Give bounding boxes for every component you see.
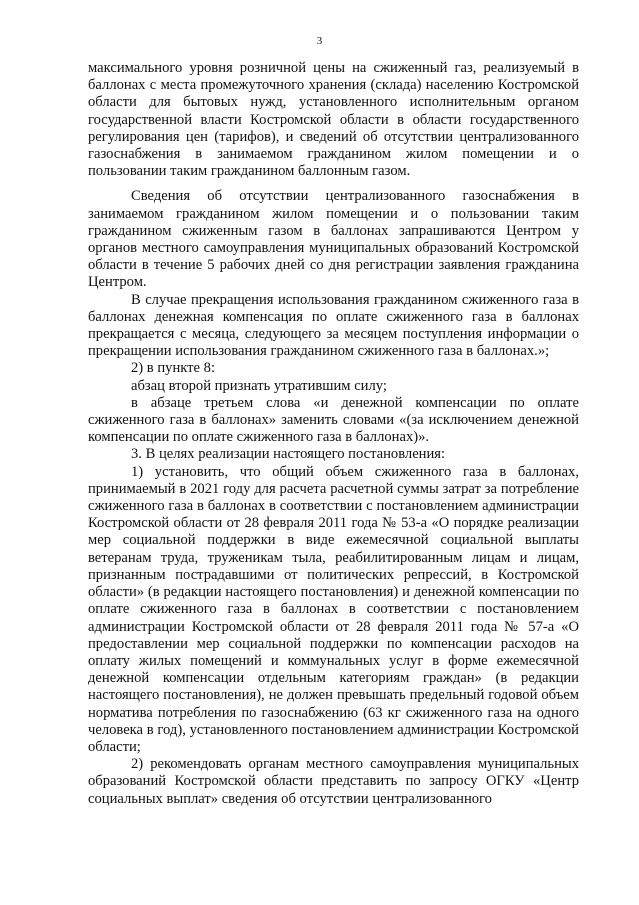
- paragraph-section-3-item-1: 1) установить, что общий объем сжиженного газа в баллонах, принимаемый в 2021 году для расчета расчетной суммы затрат за потребление сжиженного газа в баллонах в соответствии с постановлением администрации Костромской области от 28 февраля 2011 года № 53-а «О порядке реализации мер социальной поддержки в виде ежемесячной социальной выплаты ветеранам труда, труженикам тыла, реабилитированным лицам и лицам, признанным пострадавшими от политических репрессий, в Костромской области» (в редакции настоящего постановления) и денежной компенсации по оплате сжиженного газа в баллонах в соответствии с постановлением администрации Костромской области от 28 февраля 2011 года № 57-а «О предоставлении мер социальной поддержки по компенсации расходов на оплату жилых помещений и коммунальных услуг в форме ежемесячной денежной компенсации отдельным категориям граждан» (в редакции настоящего постановления), не должен превышать предельный годовой объем норматива потребления по газоснабжению (63 кг сжиженного газа на одного человека в год), установленного постановлением администрации Костромской области;: [88, 463, 579, 755]
- paragraph-termination: В случае прекращения использования гражданином сжиженного газа в баллонах денежная компенсация по оплате сжиженного газа в баллонах прекращается с месяца, следующего за месяцем поступления информации о прекращении использования гражданином сжиженного газа в баллонах.»;: [88, 291, 579, 360]
- page-number: 3: [316, 35, 323, 47]
- paragraph-clause-8-third: в абзаце третьем слова «и денежной компенсации по оплате сжиженного газа в баллонах» заменить словами «(за исключением денежной компенсации по оплате сжиженного газа в баллонах)».: [88, 394, 579, 446]
- paragraph-clause-8: 2) в пункте 8:: [131, 360, 216, 377]
- paragraph-info-request: Сведения об отсутствии централизованного газоснабжения в занимаемом гражданином жилом помещении и о пользовании таким гражданином сжиженным газом в баллонах запрашиваются Центром у органов местного самоуправления муниципальных образований Костромской области в течение 5 рабочих дней со дня регистрации заявления гражданина Центром.: [88, 188, 579, 291]
- paragraph-section-3: 3. В целях реализации настоящего постановления:: [131, 446, 446, 463]
- paragraph-clause-8-second: абзац второй признать утратившим силу;: [131, 377, 387, 394]
- paragraph-continuation: максимального уровня розничной цены на сжиженный газ, реализуемый в баллонах с места промежуточного хранения (склада) населению Костромской области для бытовых нужд, установленного исполнительным органом государственной власти Костромской области в области государственного регулирования цен (тарифов), и сведений об отсутствии централизованного газоснабжения в занимаемом гражданином жилом помещении и о пользовании таким гражданином баллонным газом.: [88, 60, 579, 180]
- document-body: [88, 60, 579, 808]
- paragraph-section-3-item-2: 2) рекомендовать органам местного самоуправления муниципальных образований Костромской области представить по запросу ОГКУ «Центр социальных выплат» сведения об отсутствии централизованного: [88, 756, 579, 807]
